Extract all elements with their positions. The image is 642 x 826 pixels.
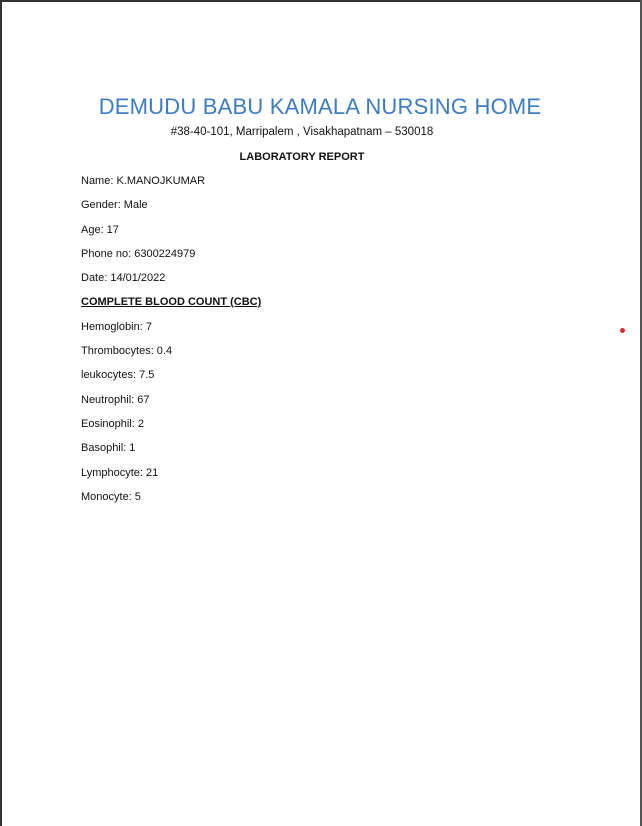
neutrophil-value: Neutrophil: 67 — [81, 394, 150, 406]
report-heading: LABORATORY REPORT — [239, 151, 365, 163]
hemoglobin-value: Hemoglobin: 7 — [81, 321, 152, 333]
patient-age: Age: 17 — [81, 224, 119, 236]
hospital-address: #38-40-101, Marripalem , Visakhapatnam – 530018 — [170, 126, 434, 138]
patient-name: Name: K.MANOJKUMAR — [81, 175, 206, 187]
hospital-name-title: DEMUDU BABU KAMALA NURSING HOME — [98, 94, 542, 119]
monocyte-value: Monocyte: 5 — [81, 491, 141, 503]
leukocytes-value: leukocytes: 7.5 — [81, 369, 155, 381]
patient-gender: Gender: Male — [81, 199, 148, 211]
cbc-section-title: COMPLETE BLOOD COUNT (CBC) — [81, 296, 262, 308]
report-date: Date: 14/01/2022 — [81, 272, 166, 284]
lymphocyte-value: Lymphocyte: 21 — [81, 467, 159, 479]
basophil-value: Basophil: 1 — [81, 442, 136, 454]
thrombocytes-value: Thrombocytes: 0.4 — [81, 345, 173, 357]
patient-phone: Phone no: 6300224979 — [81, 248, 196, 260]
annotation-dot-marker — [620, 328, 625, 333]
eosinophil-value: Eosinophil: 2 — [81, 418, 144, 430]
